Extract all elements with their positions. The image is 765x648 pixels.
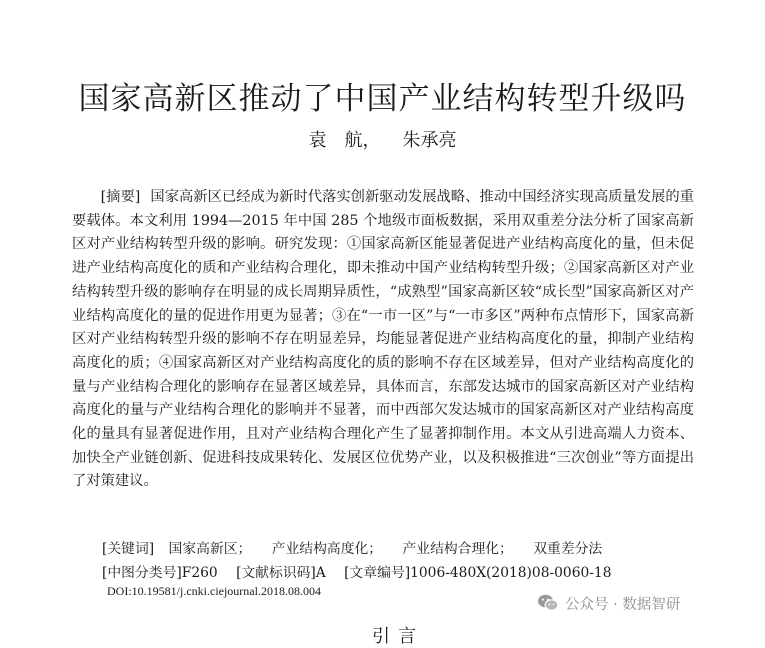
keywords-label: [关键词] <box>102 541 155 557</box>
clc-number: [中图分类号]F260 <box>102 565 218 581</box>
keyword: 产业结构合理化； <box>402 541 513 557</box>
classification-line <box>102 561 625 581</box>
abstract-label: [摘要] <box>100 189 141 205</box>
article-number: [文章编号]1006-480X(2018)08-0060-18 <box>344 565 612 581</box>
author-line <box>0 126 765 152</box>
author-name: 朱承亮 <box>402 130 457 151</box>
paper-title: 国家高新区推动了中国产业结构转型升级吗 <box>78 80 687 117</box>
document-code: [文献标识码]A <box>236 565 326 581</box>
watermark <box>537 592 680 614</box>
keyword: 国家高新区； <box>168 541 252 557</box>
author-name: 袁 航， <box>308 130 381 151</box>
keyword: 产业结构高度化； <box>271 541 383 557</box>
abstract-paragraph <box>72 186 694 494</box>
keywords-line <box>102 537 618 557</box>
section-heading-partial: 引言 <box>372 626 424 647</box>
keyword: 双重差分法 <box>533 541 603 557</box>
wechat-icon <box>537 593 559 613</box>
watermark-text: 公众号 · 数据智研 <box>565 596 681 613</box>
doi-line: DOI:10.19581/j.cnki.ciejournal.2018.08.004 <box>107 584 321 598</box>
abstract-text: 国家高新区已经成为新时代落实创新驱动发展战略、推动中国经济实现高质量发展的重要载体。本文利用 1994—2015 年中国 285 个地级市面板数据，采用双重差分法分析了国家高新区对产业结构转型升级的影响。研究发现：①国家高新区能显著促进产业结构高度化的量，但未促进产业结构高度化的质和产业结构合理化，即未推动中国产业结构转型升级；②国家高新区对产业结构转型升级的影响存在明显的成长周期异质性，“成熟型”国家高新区较“成长型”国家高新区对产业结构高度化的量的促进作用更为显著；③在“一市一区”与“一市多区”两种布点情形下，国家高新区对产业结构转型升级的影响不存在明显差异，均能显著促进产业结构高度化的量，抑制产业结构高度化的质；④国家高新区对产业结构高度化的质的影响不存在区域差异，但对产业结构高度化的量与产业结构合理化的影响存在显著区域差异，具体而言，东部发达城市的国家高新区对产业结构高度化的量与产业结构合理化的影响并不显著，而中西部欠发达城市的国家高新区对产业结构高度化的量具有显著促进作用，且对产业结构合理化产生了显著抑制作用。本文从引进高端人力资本、加快全产业链创新、促进科技成果转化、发展区位优势产业，以及积极推进“三次创业”等方面提出了对策建议。 <box>72 189 694 490</box>
